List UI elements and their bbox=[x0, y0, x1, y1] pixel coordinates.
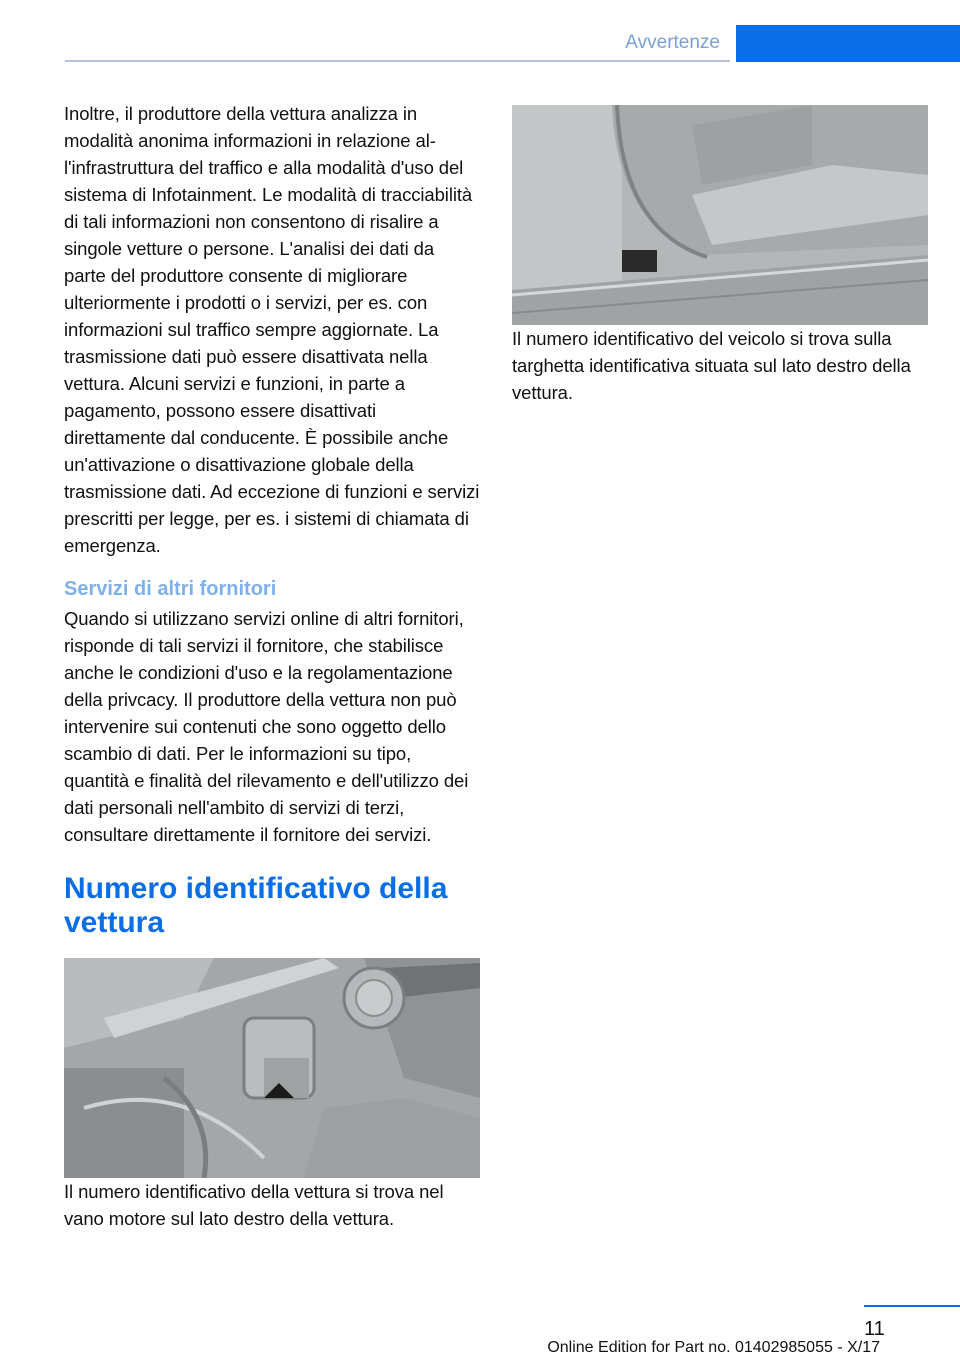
page-number: 11 bbox=[864, 1318, 885, 1340]
left-column bbox=[64, 100, 480, 1232]
third-party-paragraph: Quando si utilizzano servizi online di altri fornitori, risponde di tali servizi il fornitore, che stabilisce anche le condizioni d'uso e la regolamentazione della privcacy. Il produttore della vettura non può intervenire sui contenuti che sono oggetto dello scambio di dati. Per le informazioni su tipo, quantità e finalità del rilevamento e dell'utilizzo dei dati personali nell'ambito di servizi di terzi, consultare direttamente il fornitore dei servizi. bbox=[64, 608, 469, 845]
footer-edition: Online Edition for Part no. 01402985055 - X/17 bbox=[547, 1339, 880, 1356]
footer-rule bbox=[864, 1305, 960, 1307]
door-caption: Il numero identificativo del veicolo si trova sulla targhetta identificativa situata sul lato destro della vettura. bbox=[512, 328, 911, 403]
door-sill-drawing bbox=[512, 105, 928, 325]
engine-bay-drawing bbox=[64, 958, 480, 1178]
privacy-paragraph: Inoltre, il produttore della vettura analizza in modalità anonima informazioni in relazione all'infrastruttura del traffico e alla modalità d'uso del sistema di Infotainment. Le modalità di tracciabilità di tali informazioni non consentono di risalire a singole vetture o persone. L'analisi dei dati da parte del produttore consente di migliorare ulteriormente i prodotti o i servizi, per es. con informazioni sul traffico sempre aggiornate. La trasmissione dati può essere disattivata nella vettura. Alcuni servizi e funzioni, in parte a pagamento, possono essere disattivati direttamente dal conducente. È possibile anche un'attivazione o disattivazione globale della trasmissione dati. Ad eccezione di funzioni e servizi prescritti per legge, per es. i sistemi di chiamata di emergenza. bbox=[64, 103, 480, 556]
engine-bay-illustration bbox=[64, 958, 480, 1178]
door-sill-illustration bbox=[512, 105, 928, 325]
right-column bbox=[512, 105, 928, 406]
engine-caption: Il numero identificativo della vettura si trova nel vano motore sul lato destro della vettura. bbox=[64, 1181, 444, 1229]
running-header-section: Avvertenze bbox=[625, 32, 720, 53]
header-color-block bbox=[736, 25, 960, 62]
section-heading-vin: Numero identificativo della vettura bbox=[64, 872, 448, 939]
subheading-third-party: Servizi di altri fornitori bbox=[64, 578, 277, 600]
header-rule bbox=[65, 60, 730, 62]
